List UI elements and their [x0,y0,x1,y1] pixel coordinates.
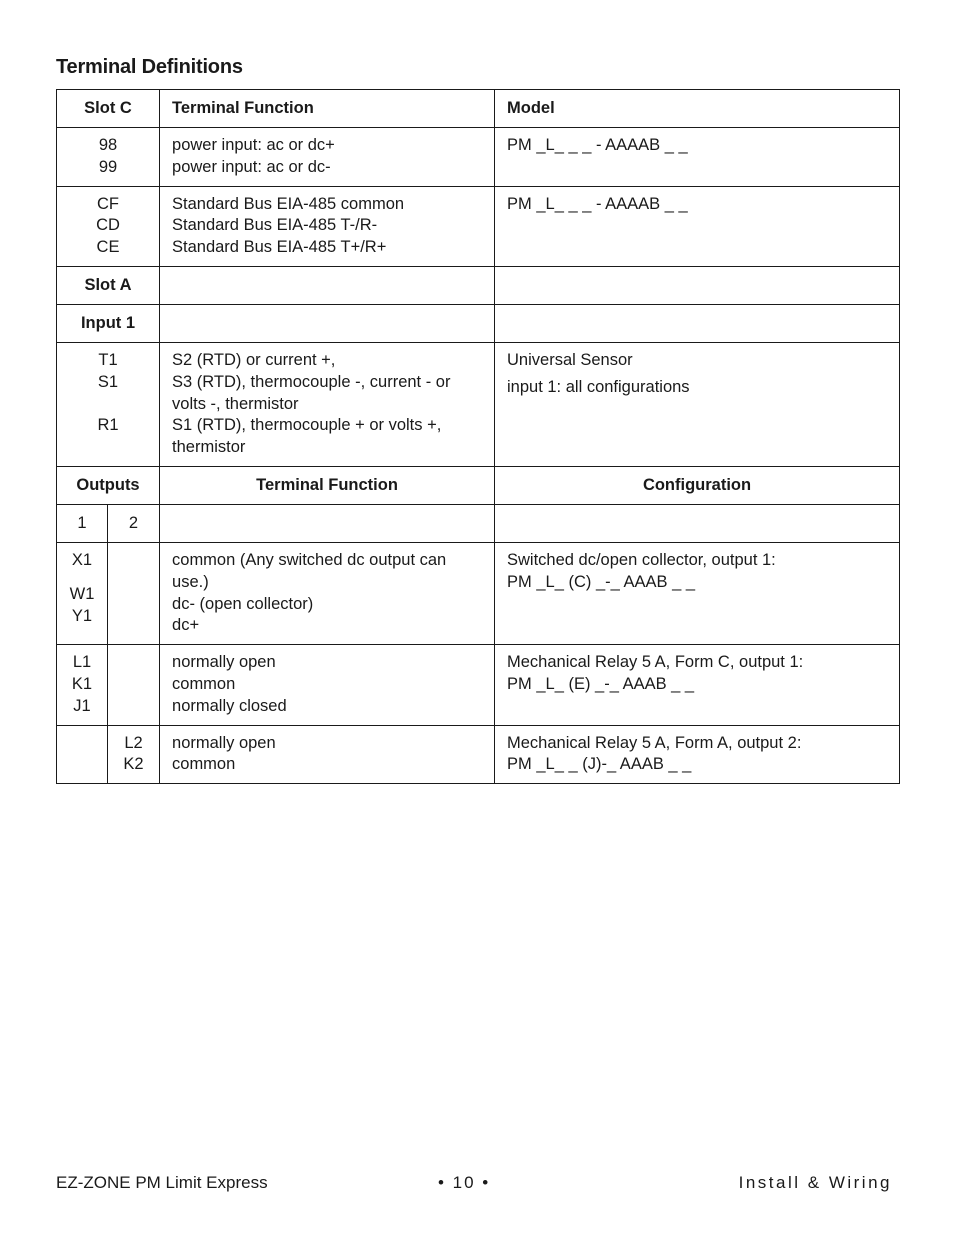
terminal-label: W1 [69,584,95,603]
model-text: Universal Sensor [507,350,633,369]
output-1-terminals [57,645,108,725]
config-text: Switched dc/open collector, output 1: [507,550,776,569]
function-cell [160,725,495,784]
function-text: normally open [172,733,276,752]
input-1-row [57,304,900,342]
table-row [57,542,900,644]
terminal-label: 99 [98,157,118,176]
model-cell: PM _L_ _ _ - AAAAB _ _ [495,128,900,187]
config-text: Mechanical Relay 5 A, Form C, output 1: [507,653,804,672]
empty-cell [160,266,495,304]
terminal-label: Y1 [71,606,93,625]
table-row [57,725,900,784]
terminal-label: K1 [71,674,93,693]
function-cell [160,342,495,466]
terminal-label: CF [97,194,119,213]
outputs-header: Outputs [57,466,160,504]
table-row [57,186,900,266]
output-2-terminals [108,725,160,784]
config-cell [495,725,900,784]
function-cell [160,186,495,266]
function-text: S3 (RTD), thermocouple -, current - or volts -, thermistor [172,372,451,413]
function-text: S2 (RTD) or current +, [172,350,336,369]
footer-page-number: • 10 • [438,1173,491,1192]
terminal-label: T1 [98,350,118,369]
output-2-terminals [108,645,160,725]
terminal-label: 98 [98,136,118,154]
table-row [57,645,900,725]
config-cell [495,645,900,725]
outputs-function-header: Terminal Function [160,466,495,504]
config-cell [495,542,900,644]
output-number-row [57,504,900,542]
empty-cell [495,304,900,342]
output-1-terminals [57,725,108,784]
slot-a-row [57,266,900,304]
terminal-function-header: Terminal Function [160,90,495,128]
outputs-header-row [57,466,900,504]
function-cell [160,542,495,644]
function-text: common [172,674,236,693]
slot-c-header: Slot C [57,90,160,128]
table-row [57,128,900,187]
config-text: PM _L_ _ (J)-_ AAAB _ _ [507,755,692,774]
config-text: PM _L_ (E) _-_ AAAB _ _ [507,674,695,693]
terminal-label: L1 [72,653,92,672]
function-cell [160,645,495,725]
terminal-label: CD [96,216,120,235]
input-1-label: Input 1 [57,304,160,342]
model-cell [495,342,900,466]
config-text: PM _L_ (C) _-_ AAAB _ _ [507,572,696,591]
slot-a-label: Slot A [57,266,160,304]
empty-cell [495,266,900,304]
config-text: Mechanical Relay 5 A, Form A, output 2: [507,733,802,752]
terminal-cell [57,342,160,466]
output-2-terminals [108,542,160,644]
empty-cell [495,504,900,542]
function-text: S1 (RTD), thermocouple + or volts +, thermistor [172,416,442,457]
table-row [57,342,900,466]
function-text: normally open [172,653,276,672]
output-col-1: 1 [57,504,108,542]
function-text: power input: ac or dc+ [172,136,335,154]
empty-cell [160,504,495,542]
model-text: input 1: all configurations [507,377,690,396]
terminal-label: K2 [123,755,144,774]
terminal-cell [57,128,160,187]
function-text: common (Any switched dc output can use.) [172,550,447,591]
function-cell [160,128,495,187]
function-text: Standard Bus EIA-485 common [172,194,405,213]
terminal-label: X1 [71,550,93,569]
function-text: Standard Bus EIA-485 T+/R+ [172,238,387,257]
empty-cell [160,304,495,342]
footer-section-name: Install & Wiring [738,1173,892,1192]
section-title: Terminal Definitions [56,56,243,78]
function-text: Standard Bus EIA-485 T-/R- [172,216,378,235]
terminal-label: L2 [124,733,143,752]
output-col-2: 2 [108,504,160,542]
terminal-label: J1 [73,696,91,715]
function-text: power input: ac or dc- [172,157,331,176]
model-header: Model [495,90,900,128]
terminal-cell [57,186,160,266]
terminal-label: S1 [97,372,119,391]
footer-product-name: EZ-ZONE PM Limit Express [56,1173,268,1192]
function-text: dc- (open collector) [172,594,314,613]
terminal-definitions-table [56,89,900,784]
output-1-terminals [57,542,108,644]
function-text: common [172,755,236,774]
configuration-header: Configuration [495,466,900,504]
slot-c-header-row [57,90,900,128]
terminal-label: R1 [97,416,119,435]
function-text: dc+ [172,616,200,635]
model-cell: PM _L_ _ _ - AAAAB _ _ [495,186,900,266]
terminal-label: CE [96,238,120,257]
function-text: normally closed [172,696,287,715]
